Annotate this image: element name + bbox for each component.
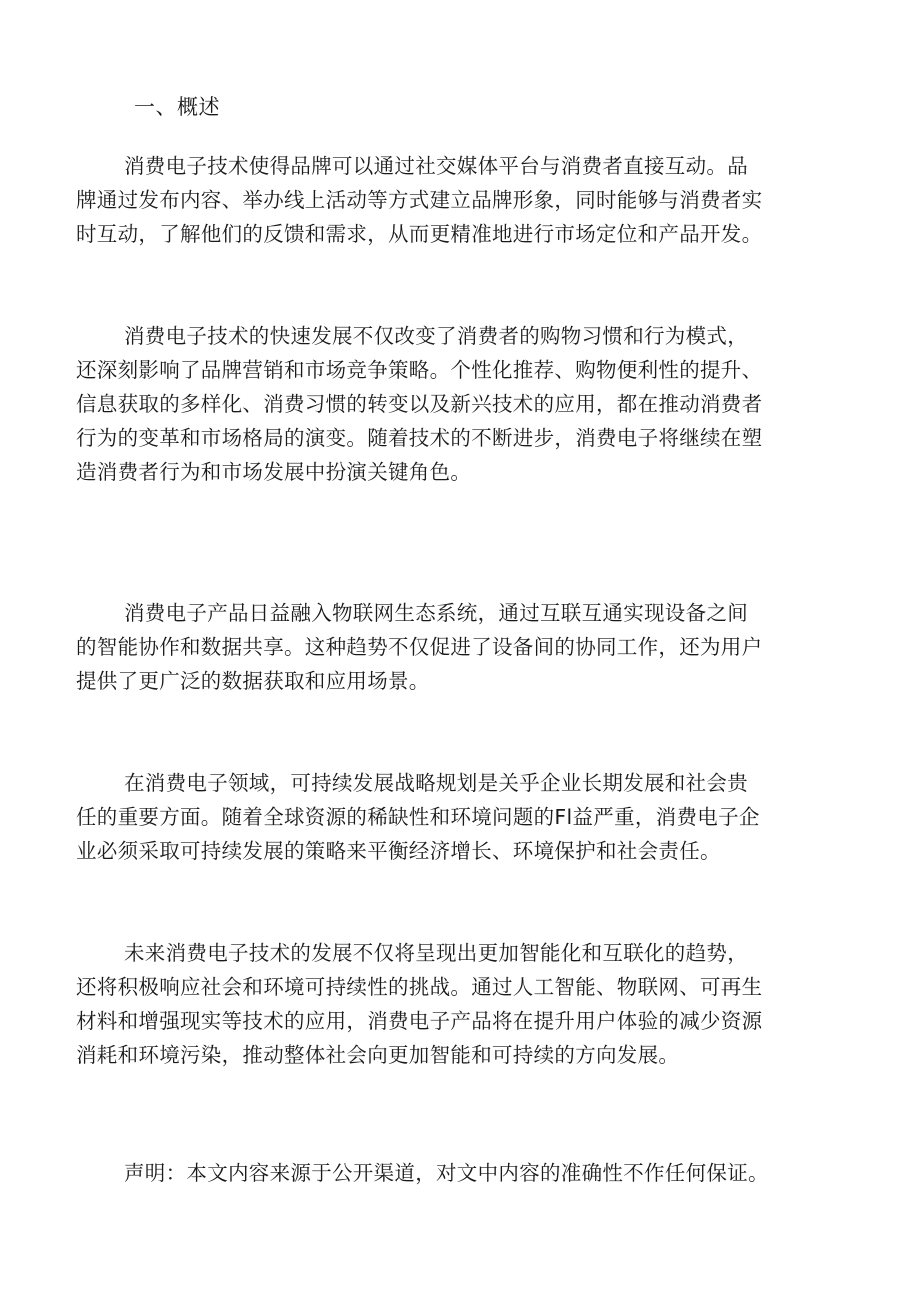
paragraph-line: 行为的变革和市场格局的演变。随着技术的不断进步，消费电子将继续在塑 [76, 426, 763, 450]
paragraph-line: 还将积极响应社会和环境可持续性的挑战。通过人工智能、物联网、可再生 [76, 975, 763, 999]
paragraph-line: 消费电子技术使得品牌可以通过社交媒体平台与消费者直接互动。品 [124, 154, 748, 178]
paragraph-5 [76, 936, 842, 1072]
paragraph-line: 牌通过发布内容、举办线上活动等方式建立品牌形象，同时能够与消费者实 [76, 188, 763, 212]
paragraph-4 [76, 766, 842, 868]
disclaimer-paragraph [76, 1156, 842, 1190]
paragraph-line: 信息获取的多样化、消费习惯的转变以及新兴技术的应用，都在推动消费者 [76, 392, 763, 416]
paragraph-1 [76, 149, 842, 251]
paragraph-line: 业必须采取可持续发展的策略来平衡经济增长、环境保护和社会责任。 [76, 839, 721, 863]
paragraph-line: 任的重要方面。随着全球资源的稀缺性和环境问题的Fl益严重，消费电子企 [76, 805, 760, 829]
paragraph-line: 消耗和环境污染，推动整体社会向更加智能和可持续的方向发展。 [76, 1043, 680, 1067]
section-heading: 一、概述 [134, 95, 220, 119]
paragraph-line: 还深刻影响了品牌营销和市场竞争策略。个性化推荐、购物便利性的提升、 [76, 358, 763, 382]
paragraph-line: 消费电子技术的快速发展不仅改变了消费者的购物习惯和行为模式， [124, 324, 748, 348]
paragraph-line: 消费电子产品日益融入物联网生态系统，通过互联互通实现设备之间 [124, 601, 748, 625]
paragraph-3 [76, 596, 842, 698]
paragraph-line: 的智能协作和数据共享。这种趋势不仅促进了设备间的协同工作，还为用户 [76, 635, 763, 659]
paragraph-line: 造消费者行为和市场发展中扮演关键角色。 [76, 460, 472, 484]
paragraph-line: 声明：本文内容来源于公开渠道，对文中内容的准确性不作任何保证。 [124, 1161, 769, 1185]
paragraph-line: 未来消费电子技术的发展不仅将呈现出更加智能化和互联化的趋势， [124, 941, 748, 965]
paragraph-line: 时互动，了解他们的反馈和需求，从而更精准地进行市场定位和产品开发。 [76, 222, 763, 246]
paragraph-line: 提供了更广泛的数据获取和应用场景。 [76, 669, 430, 693]
paragraph-line: 在消费电子领域，可持续发展战略规划是关乎企业长期发展和社会贵 [124, 771, 748, 795]
paragraph-2 [76, 319, 842, 489]
paragraph-line: 材料和增强现实等技术的应用，消费电子产品将在提升用户体验的减少资源 [76, 1009, 763, 1033]
